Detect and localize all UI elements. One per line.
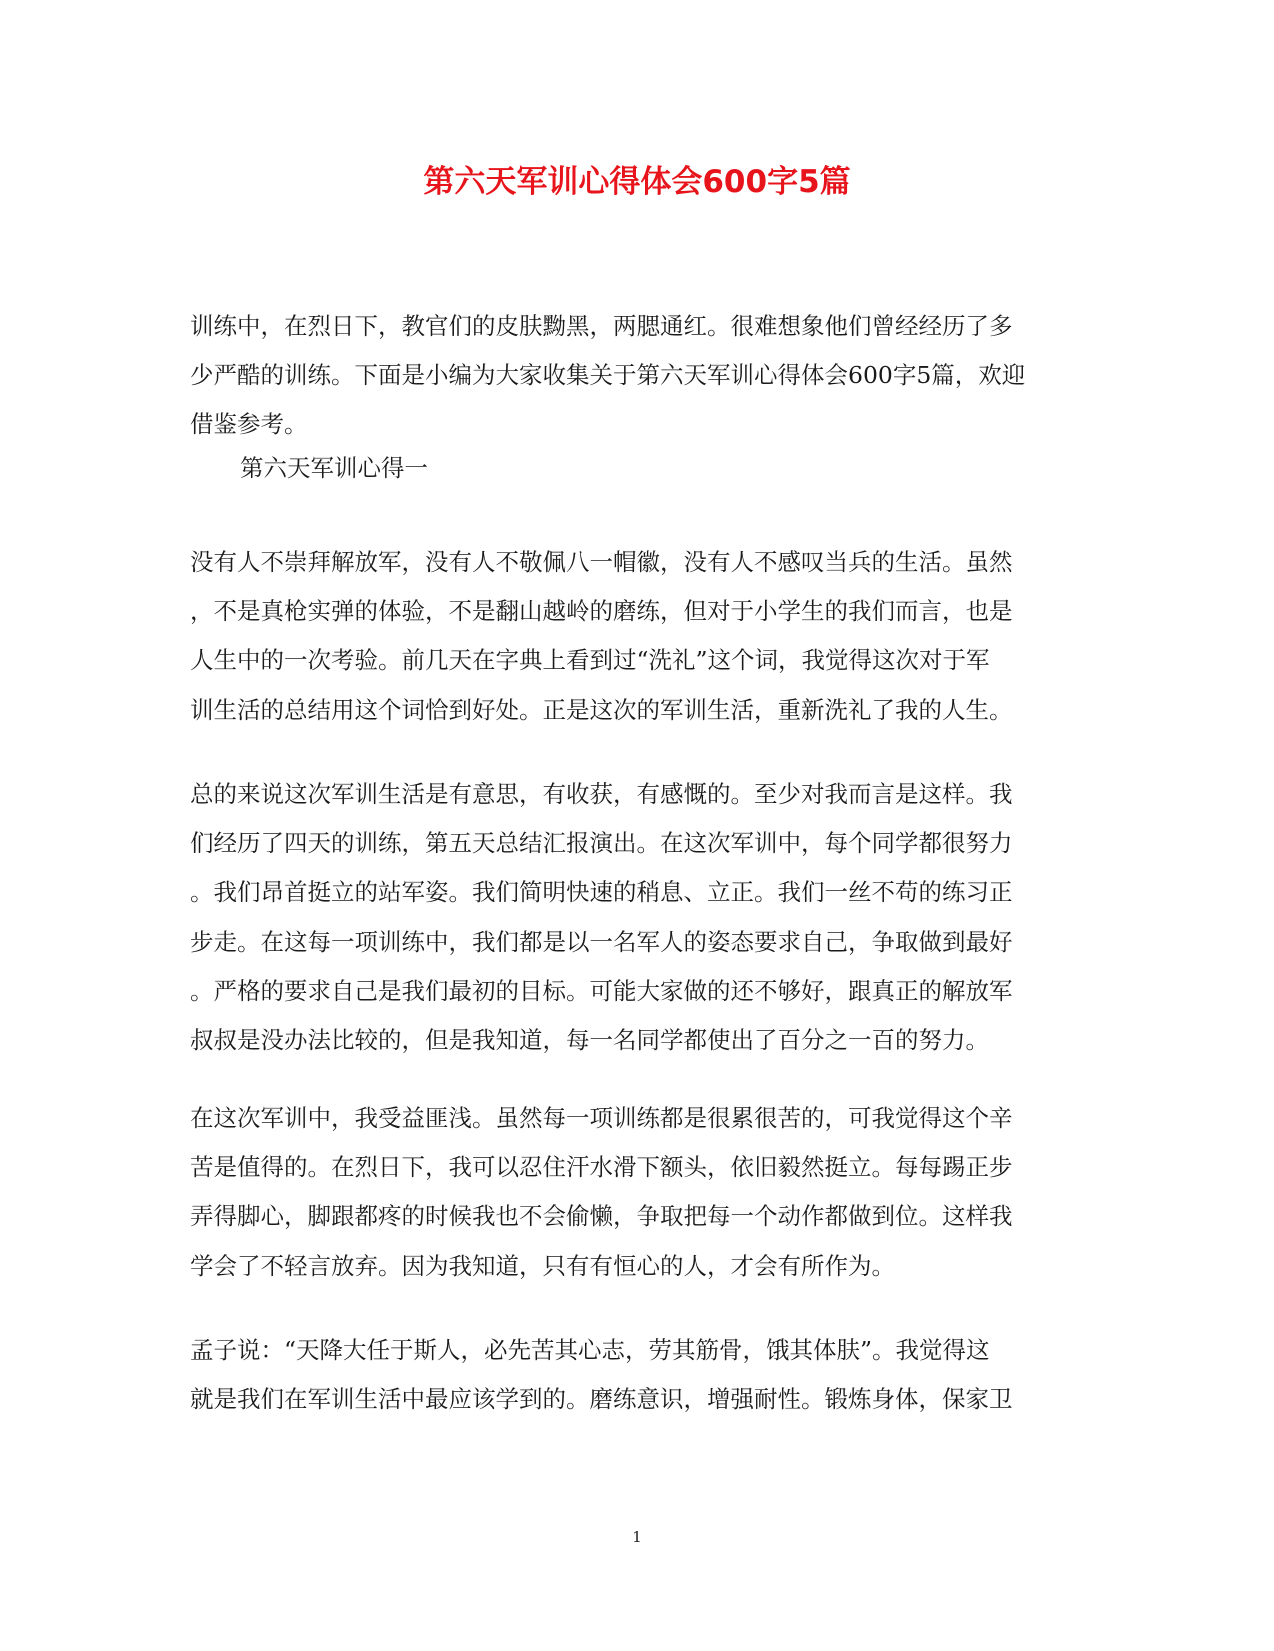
text-line: 少严酷的训练。下面是小编为大家收集关于第六天军训心得体会600字5篇，欢迎 <box>190 361 1026 390</box>
paragraph-2 <box>190 770 1066 1065</box>
page-number: 1 <box>632 1528 642 1546</box>
text-line: 。我们昂首挺立的站军姿。我们简明快速的稍息、立正。我们一丝不苟的练习正 <box>190 878 1013 907</box>
text-line: 借鉴参考。 <box>190 410 308 439</box>
text-line: 就是我们在军训生活中最应该学到的。磨练意识，增强耐性。锻炼身体，保家卫 <box>190 1385 1013 1414</box>
document-title: 第六天军训心得体会600字5篇 <box>423 164 851 200</box>
text-line: 人生中的一次考验。前几天在字典上看到过“洗礼”这个词，我觉得这次对于军 <box>190 646 990 675</box>
text-line: 孟子说：“天降大任于斯人，必先苦其心志，劳其筋骨，饿其体肤”。我觉得这 <box>190 1336 990 1364</box>
text-line: 。严格的要求自己是我们最初的目标。可能大家做的还不够好，跟真正的解放军 <box>190 976 1013 1005</box>
paragraph-1 <box>190 538 1066 735</box>
text-line: 们经历了四天的训练，第五天总结汇报演出。在这次军训中，每个同学都很努力 <box>190 829 1013 858</box>
paragraph-3 <box>190 1094 1066 1291</box>
section-heading: 第六天军训心得一 <box>240 454 428 482</box>
text-line: 训生活的总结用这个词恰到好处。正是这次的军训生活，重新洗礼了我的人生。 <box>190 695 1013 724</box>
text-line: 训练中，在烈日下，教官们的皮肤黝黑，两腮通红。很难想象他们曾经经历了多 <box>190 312 1013 340</box>
text-line: 没有人不崇拜解放军，没有人不敬佩八一帽徽，没有人不感叹当兵的生活。虽然 <box>190 548 1013 576</box>
text-line: ，不是真枪实弹的体验，不是翻山越岭的磨练，但对于小学生的我们而言，也是 <box>190 597 1013 626</box>
text-line: 学会了不轻言放弃。因为我知道，只有有恒心的人，才会有所作为。 <box>190 1251 895 1280</box>
intro-paragraph <box>190 302 1066 450</box>
text-line: 苦是值得的。在烈日下，我可以忍住汗水滑下额头，依旧毅然挺立。每每踢正步 <box>190 1153 1013 1182</box>
text-line: 弄得脚心，脚跟都疼的时候我也不会偷懒，争取把每一个动作都做到位。这样我 <box>190 1202 1013 1231</box>
paragraph-4 <box>190 1326 1066 1424</box>
text-line: 总的来说这次军训生活是有意思，有收获，有感慨的。至少对我而言是这样。我 <box>190 780 1013 808</box>
text-line: 叔叔是没办法比较的，但是我知道，每一名同学都使出了百分之一百的努力。 <box>190 1025 989 1054</box>
text-line: 在这次军训中，我受益匪浅。虽然每一项训练都是很累很苦的，可我觉得这个辛 <box>190 1104 1013 1132</box>
text-line: 步走。在这每一项训练中，我们都是以一名军人的姿态要求自己，争取做到最好 <box>190 927 1013 956</box>
